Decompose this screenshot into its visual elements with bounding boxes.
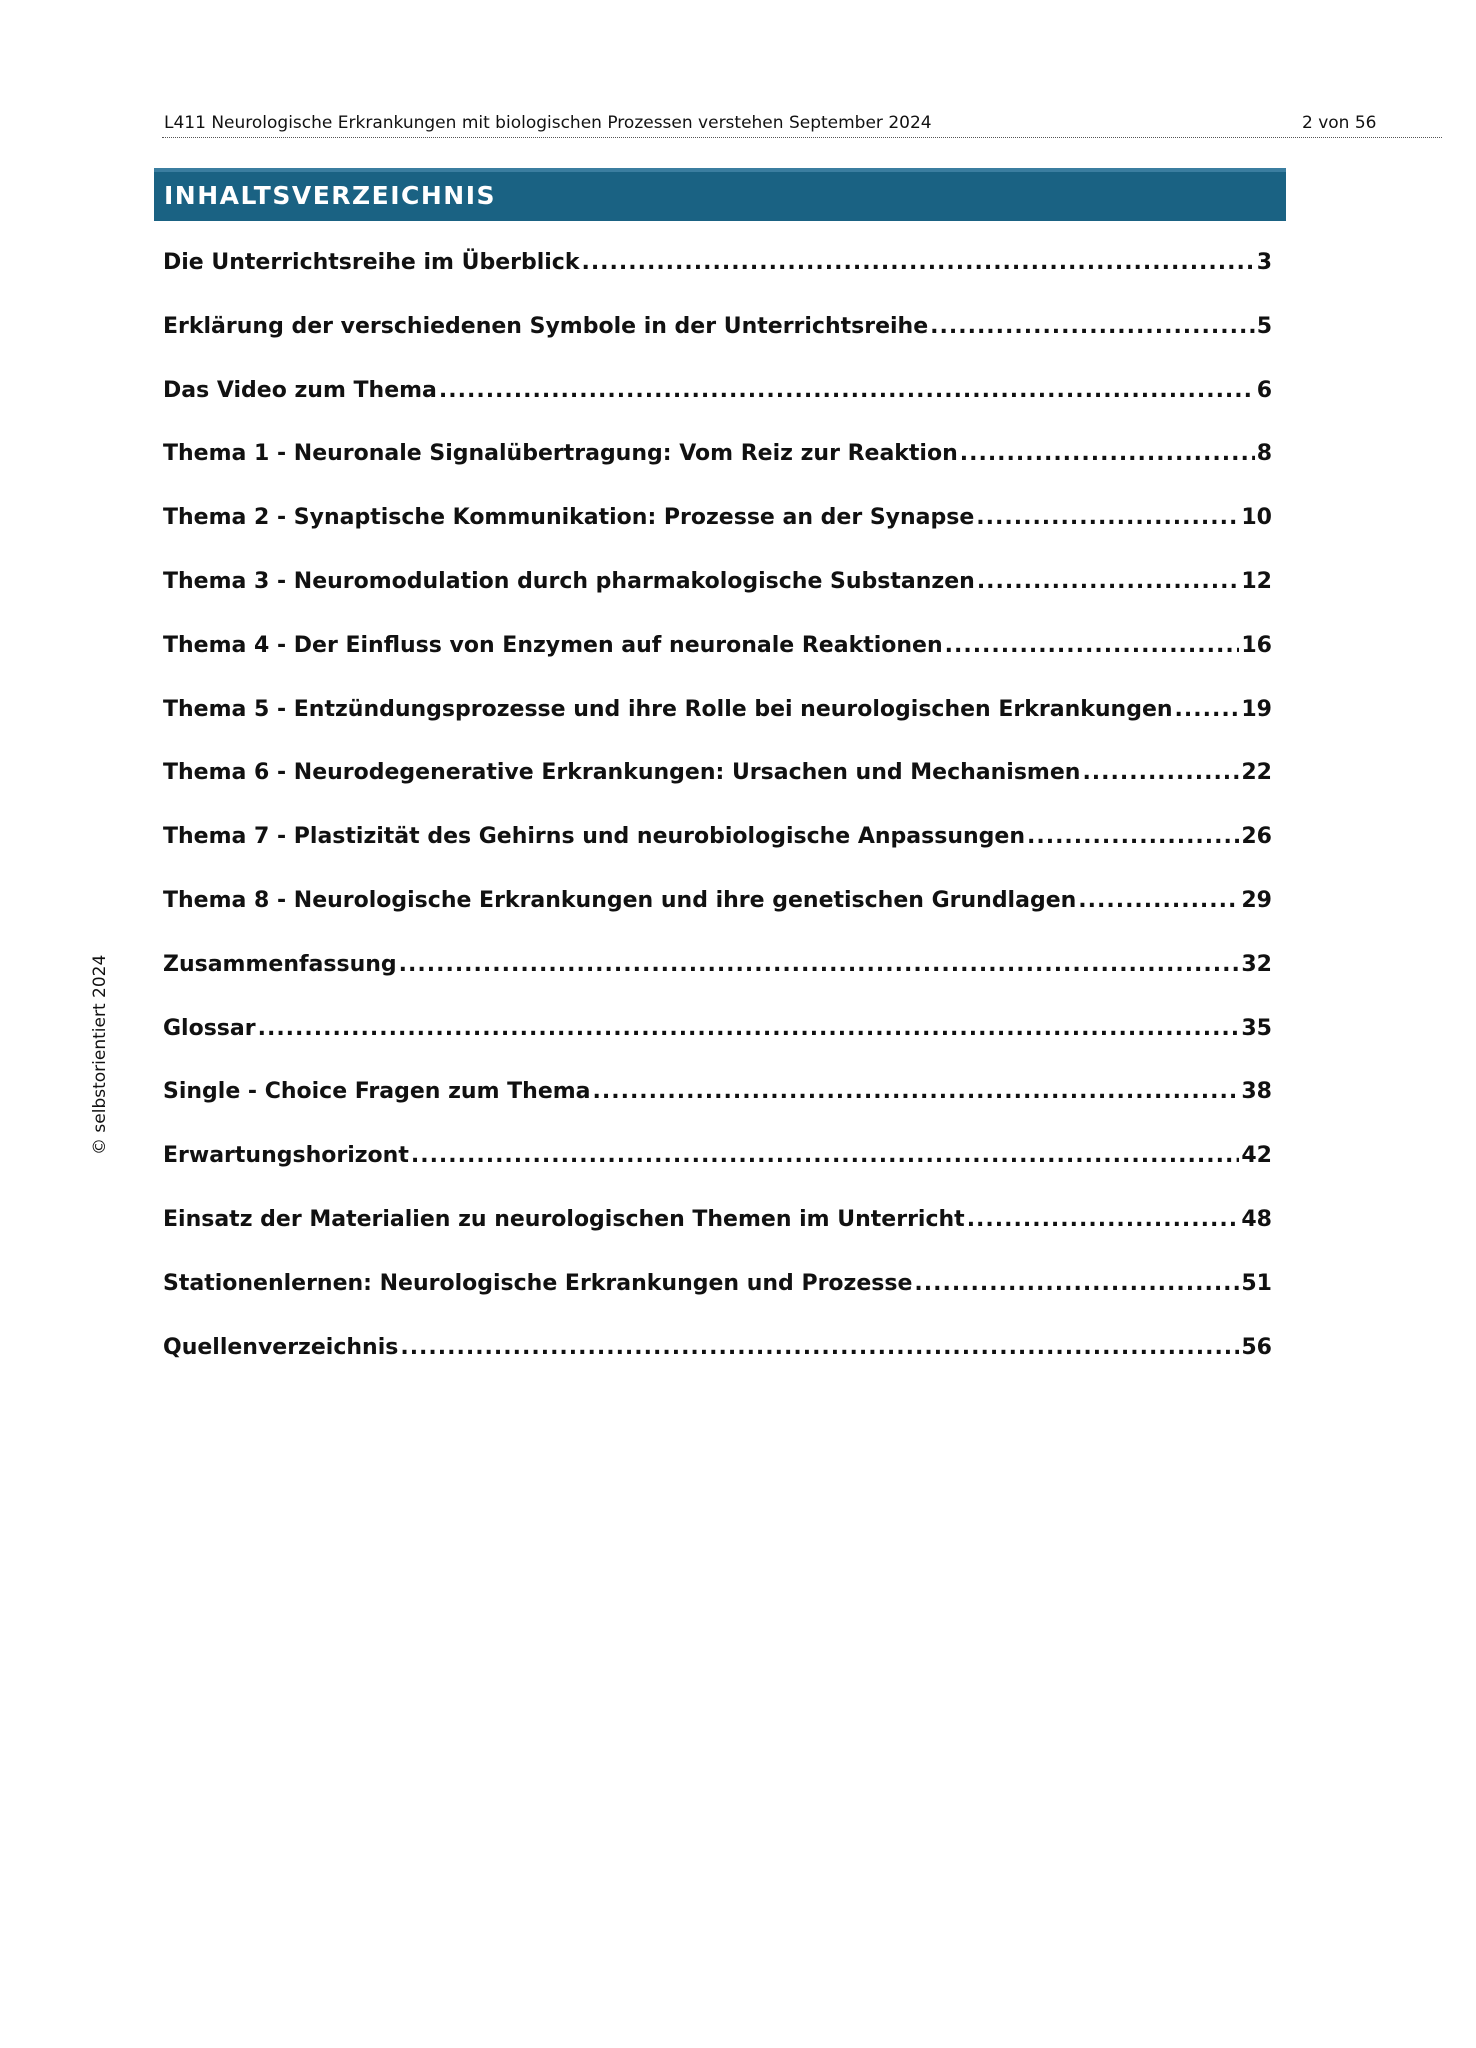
toc-entry-page: 56 [1241,1334,1272,1360]
toc-entry[interactable] [163,695,1272,759]
toc-entry-page: 19 [1241,696,1272,722]
toc-entry[interactable] [163,439,1272,503]
dot-leader [967,1205,1240,1235]
dot-leader [930,312,1255,342]
toc-entry-title: Thema 6 - Neurodegenerative Erkrankungen: Ursachen und Mechanismen [163,760,1081,786]
toc-entry-page: 10 [1241,505,1272,531]
dot-leader [593,1077,1240,1107]
toc-entry[interactable] [163,1205,1272,1269]
toc-entry-page: 26 [1241,824,1272,850]
toc-entry[interactable] [163,503,1272,567]
copyright-note: © selbstorientiert 2024 [90,954,110,1155]
dot-leader [1082,758,1239,788]
toc-entry-title: Die Unterrichtsreihe im Überblick [163,250,580,275]
toc-entry-page: 42 [1241,1143,1272,1169]
toc-entry-title: Quellenverzeichnis [163,1334,399,1360]
toc-entry[interactable] [163,822,1272,886]
toc-entry[interactable] [163,312,1272,376]
toc-entry-page: 16 [1241,632,1272,658]
toc-entry[interactable] [163,886,1272,950]
toc-entry-page: 29 [1241,887,1272,913]
dot-leader [1027,822,1239,852]
toc-entry-title: Thema 5 - Entzündungsprozesse und ihre Rolle bei neurologischen Erkrankungen [163,696,1173,722]
dot-leader [960,439,1255,469]
toc-entry-title: Thema 7 - Plastizität des Gehirns und neurobiologische Anpassungen [163,824,1025,850]
dot-leader [914,1269,1239,1299]
dot-leader [581,248,1254,278]
toc-entry-page: 32 [1241,951,1272,977]
dot-leader [945,631,1240,661]
toc-entry-title: Erwartungshorizont [163,1143,409,1169]
dot-leader [399,950,1240,980]
toc-entry[interactable] [163,248,1272,312]
table-of-contents [163,248,1272,1396]
toc-heading: INHALTSVERZEICHNIS [164,181,497,210]
toc-entry-page: 51 [1241,1270,1272,1296]
dot-leader [411,1141,1240,1171]
toc-heading-banner [154,168,1286,221]
toc-entry[interactable] [163,1141,1272,1205]
dot-leader [977,567,1240,597]
toc-entry-title: Thema 4 - Der Einfluss von Enzymen auf neuronale Reaktionen [163,632,943,658]
toc-entry-page: 6 [1256,377,1272,403]
toc-entry-title: Stationenlernen: Neurologische Erkrankungen und Prozesse [163,1270,913,1296]
dot-leader [1175,695,1240,725]
toc-entry[interactable] [163,1014,1272,1078]
toc-entry-title: Thema 3 - Neuromodulation durch pharmakologische Substanzen [163,568,975,594]
toc-entry-title: Glossar [163,1015,256,1041]
dot-leader [1078,886,1239,916]
toc-entry-title: Thema 2 - Synaptische Kommunikation: Prozesse an der Synapse [163,505,975,531]
page-header [162,110,1442,138]
toc-entry[interactable] [163,758,1272,822]
toc-entry-page: 3 [1256,250,1272,275]
dot-leader [976,503,1239,533]
toc-entry-title: Das Video zum Thema [163,377,437,403]
toc-entry[interactable] [163,950,1272,1014]
toc-entry-title: Single - Choice Fragen zum Thema [163,1079,591,1105]
toc-entry-page: 35 [1241,1015,1272,1041]
toc-entry-title: Zusammenfassung [163,951,397,977]
toc-entry-page: 8 [1256,441,1272,467]
toc-entry-title: Einsatz der Materialien zu neurologischen Themen im Unterricht [163,1206,965,1232]
toc-entry[interactable] [163,567,1272,631]
toc-entry-page: 12 [1241,568,1272,594]
toc-entry[interactable] [163,1269,1272,1333]
toc-entry-title: Thema 8 - Neurologische Erkrankungen und ihre genetischen Grundlagen [163,887,1077,913]
document-title: L411 Neurologische Erkrankungen mit biologischen Prozessen verstehen September 2024 [164,113,932,133]
toc-entry-page: 48 [1241,1206,1272,1232]
toc-entry[interactable] [163,376,1272,440]
page-indicator: 2 von 56 [1302,113,1377,133]
toc-entry-title: Erklärung der verschiedenen Symbole in der Unterrichtsreihe [163,313,929,339]
toc-entry-page: 5 [1256,313,1272,339]
toc-entry[interactable] [163,631,1272,695]
toc-entry-page: 38 [1241,1079,1272,1105]
toc-entry[interactable] [163,1333,1272,1397]
dot-leader [400,1333,1239,1363]
toc-entry[interactable] [163,1077,1272,1141]
toc-entry-page: 22 [1241,760,1272,786]
dot-leader [439,376,1255,406]
toc-entry-title: Thema 1 - Neuronale Signalübertragung: Vom Reiz zur Reaktion [163,441,958,467]
dot-leader [258,1014,1240,1044]
